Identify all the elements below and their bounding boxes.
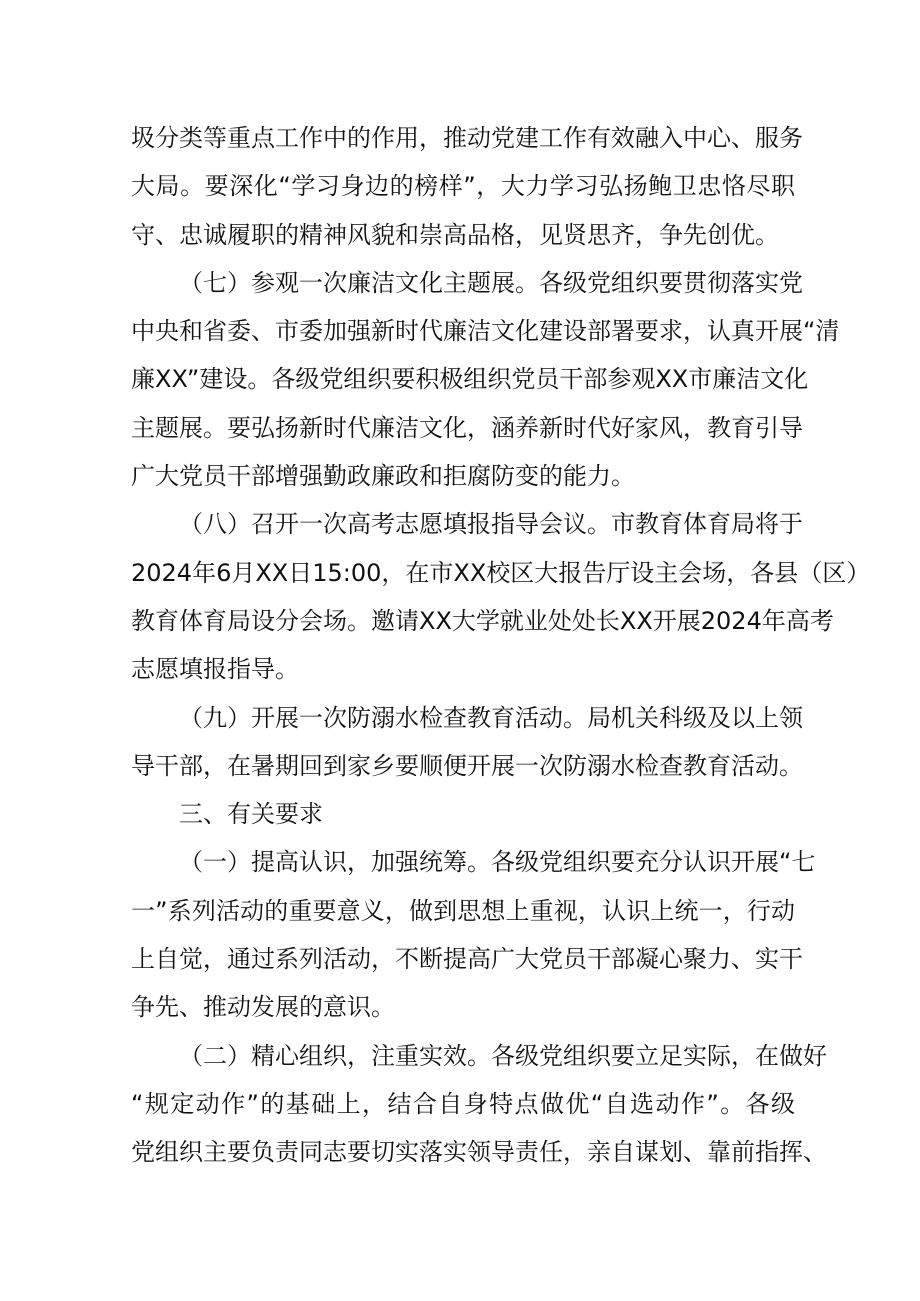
body-text [131, 114, 871, 1177]
text-line: 上自觉，通过系列活动，不断提高广大党员干部凝心聚力、实干 [131, 945, 803, 974]
text-line: 一”系列活动的重要意义，做到思想上重视，认识上统一，行动 [131, 896, 795, 925]
text-line: 廉XX”建设。各级党组织要积极组织党员干部参观XX市廉洁文化 [131, 365, 809, 394]
text-line: 教育体育局设分会场。邀请XX大学就业处处长XX开展2024年高考 [131, 606, 834, 635]
text-line: “规定动作”的基础上，结合自身特点做优“自选动作”。各级 [131, 1089, 795, 1118]
text-line: 志愿填报指导。 [131, 655, 299, 684]
text-line: 广大党员干部增强勤政廉政和拒腐防变的能力。 [131, 462, 635, 491]
paragraph-heading-1: （一）提高认识，加强统筹。各级党组织要充分认识开展“七 [179, 848, 816, 877]
text-line: 党组织主要负责同志要切实落实领导责任，亲自谋划、靠前指挥、 [131, 1138, 827, 1167]
text-line: 2024年6月XX日15:00，在市XX校区大报告厅设主会场，各县（区） [131, 558, 871, 587]
text-line: 争先、推动发展的意识。 [131, 993, 395, 1022]
text-line: 大局。要深化“学习身边的榜样”，大力学习弘扬鲍卫忠恪尽职 [131, 172, 795, 201]
text-line: 圾分类等重点工作中的作用，推动党建工作有效融入中心、服务 [131, 124, 803, 152]
text-line: 主题展。要弘扬新时代廉洁文化，涵养新时代好家风，教育引导 [131, 413, 803, 442]
paragraph-heading-9: （九）开展一次防溺水检查教育活动。局机关科级及以上领 [179, 703, 803, 732]
text-line: 导干部，在暑期回到家乡要顺便开展一次防溺水检查教育活动。 [131, 751, 803, 780]
text-line: 守、忠诚履职的精神风貌和崇高品格，见贤思齐，争先创优。 [131, 220, 779, 249]
paragraph-heading-8: （八）召开一次高考志愿填报指导会议。市教育体育局将于 [179, 510, 803, 539]
paragraph-heading-7: （七）参观一次廉洁文化主题展。各级党组织要贯彻落实党 [179, 268, 803, 297]
paragraph-heading-2: （二）精心组织，注重实效。各级党组织要立足实际，在做好 [179, 1041, 827, 1070]
text-line: 中央和省委、市委加强新时代廉洁文化建设部署要求，认真开展“清 [131, 317, 840, 346]
section-heading: 三、有关要求 [179, 800, 323, 829]
